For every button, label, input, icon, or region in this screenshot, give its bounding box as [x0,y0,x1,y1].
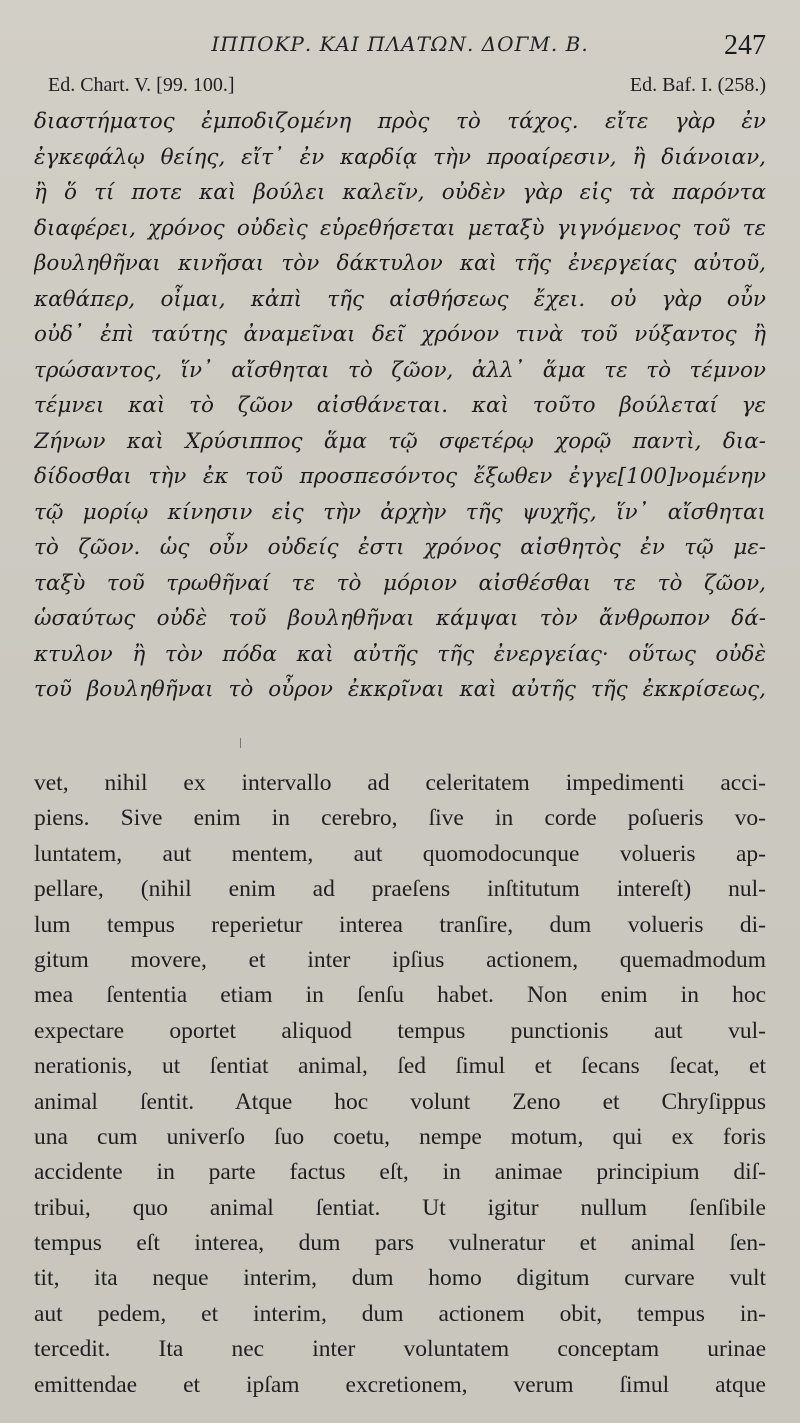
greek-line: διαφέρει, χρόνος οὐδεὶς εὑρεθήσεται μεταξὺ γιγνόμενος τοῦ τε [34,215,766,241]
latin-line: tercedit. Ita nec inter voluntatem conceptam urinae [34,1336,766,1363]
greek-line: Ζήνων καὶ Χρύσιππος ἅμα τῷ σφετέρῳ χορῷ παντὶ, δια- [34,428,766,454]
latin-line: vet, nihil ex intervallo ad celeritatem impedimenti acci- [34,770,766,796]
greek-line: ἢ ὅ τί ποτε καὶ βούλει καλεῖν, οὐδὲν γὰρ εἰς τὰ παρόντα [34,180,766,205]
latin-line: accidente in parte factus eſt, in animae principium diſ- [34,1159,766,1186]
latin-line: tribui, quo animal ſentiat. Ut igitur nullum ſenſibile [34,1194,766,1221]
latin-line: emittendae et ipſam excretionem, verum ſimul atque [34,1371,766,1398]
greek-line: τρώσαντος, ἵν᾽ αἴσθηται τὸ ζῶον, ἀλλ᾽ ἅμα τε τὸ τέμνον [34,357,766,383]
latin-line: piens. Sive enim in cerebro, ſive in corde poſueris vo- [34,805,766,832]
latin-line: nerationis, ut ſentiat animal, ſed ſimul et ſecans ſecat, et [34,1053,766,1080]
greek-line: τέμνει καὶ τὸ ζῶον αἰσθάνεται. καὶ τοῦτο βούλεταί γε [34,393,766,418]
greek-line: κτυλον ἢ τὸν πόδα καὶ αὐτῆς τῆς ἐνεργείας· οὕτως οὐδὲ [34,641,766,667]
page-number: 247 [724,30,766,61]
greek-line: καθάπερ, οἶμαι, κἀπὶ τῆς αἰσθήσεως ἔχει. οὐ γὰρ οὖν [34,286,766,312]
page-header [0,22,800,66]
latin-text-block [34,766,766,1403]
greek-line: ὡσαύτως οὐδὲ τοῦ βουληθῆναι κάμψαι τὸν ἄνθρωπον δά- [34,606,766,631]
latin-line: tit, ita neque interim, dum homo digitum curvare vult [34,1265,766,1292]
latin-line: gitum movere, et inter ipſius actionem, quemadmodum [34,946,766,973]
greek-line: οὐδ᾽ ἐπὶ ταύτης ἀναμεῖναι δεῖ χρόνον τινὰ τοῦ νύξαντος ἢ [34,322,766,347]
greek-line: διαστήματος ἐμποδιζομένη πρὸς τὸ τάχος. εἴτε γὰρ ἐν [34,109,766,134]
greek-line: ἐγκεφάλῳ θείης, εἴτ᾽ ἐν καρδίᾳ τὴν προαίρεσιν, ἢ διάνοιαν, [34,144,766,170]
greek-line: τοῦ βουληθῆναι τὸ οὖρον ἐκκρῖναι καὶ αὐτῆς τῆς ἐκκρίσεως, [34,677,766,702]
greek-text-block [34,104,766,708]
latin-line: animal ſentit. Atque hoc volunt Zeno et Chryſippus [34,1088,766,1115]
greek-line: ταξὺ τοῦ τρωθῆναί τε τὸ μόριον αἰσθέσθαι τε τὸ ζῶον, [34,570,766,596]
stray-ink-mark [240,738,241,748]
edition-references [48,74,766,100]
greek-line: δίδοσθαι τὴν ἐκ τοῦ προσπεσόντος ἔξωθεν ἐγγε[100]νομένην [34,464,766,489]
latin-line: aut pedem, et interim, dum actionem obit, tempus in- [34,1300,766,1327]
latin-line: lum tempus reperietur interea tranſire, dum volueris di- [34,911,766,938]
latin-line: mea ſententia etiam in ſenſu habet. Non enim in hoc [34,982,766,1009]
latin-line: una cum univerſo ſuo coetu, nempe motum, qui ex foris [34,1123,766,1150]
greek-line: τῷ μορίῳ κίνησιν εἰς τὴν ἀρχὴν τῆς ψυχῆς, ἵν᾽ αἴσθηται [34,499,766,525]
edition-reference-chartier: Ed. Chart. V. [99. 100.] [48,74,235,96]
latin-line: luntatem, aut mentem, aut quomodocunque volueris ap- [34,840,766,867]
latin-line: tempus eſt interea, dum pars vulneratur et animal ſen- [34,1230,766,1257]
latin-line: expectare oportet aliquod tempus punctionis aut vul- [34,1017,766,1044]
edition-reference-basel: Ed. Baf. I. (258.) [629,74,766,96]
greek-line: βουληθῆναι κινῆσαι τὸν δάκτυλον καὶ τῆς ἐνεργείας αὐτοῦ, [34,251,766,276]
running-title: ΙΠΠΟΚΡ. ΚΑΙ ΠΛΑΤΩΝ. ΔΟΓΜ. Β. [211,32,589,56]
greek-line: τὸ ζῶον. ὡς οὖν οὐδείς ἐστι χρόνος αἰσθητὸς ἐν τῷ με- [34,535,766,560]
latin-line: pellare, (nihil enim ad praeſens inſtitutum intereſt) nul- [34,876,766,903]
